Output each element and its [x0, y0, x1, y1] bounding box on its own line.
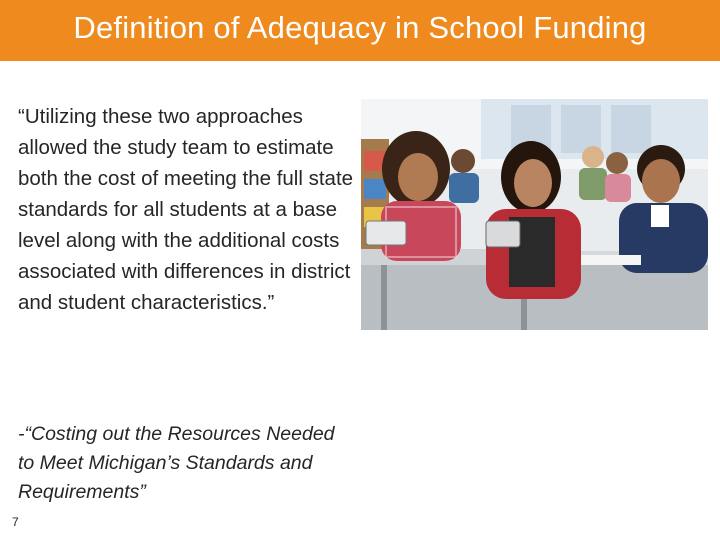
slide-title: Definition of Adequacy in School Funding — [73, 9, 647, 45]
quote-text: “Utilizing these two approaches allowed the study team to estimate both the cost of meeting the full state standards for all students at a base level along with the additional costs associated with differences in district and student characteristics.” — [18, 105, 354, 314]
title-bar — [0, 0, 720, 61]
classroom-photo — [361, 99, 708, 330]
page-number: 7 — [12, 515, 19, 529]
citation-text: -“Costing out the Resources Needed to Meet Michigan’s Standards and Requirements” — [18, 423, 335, 503]
